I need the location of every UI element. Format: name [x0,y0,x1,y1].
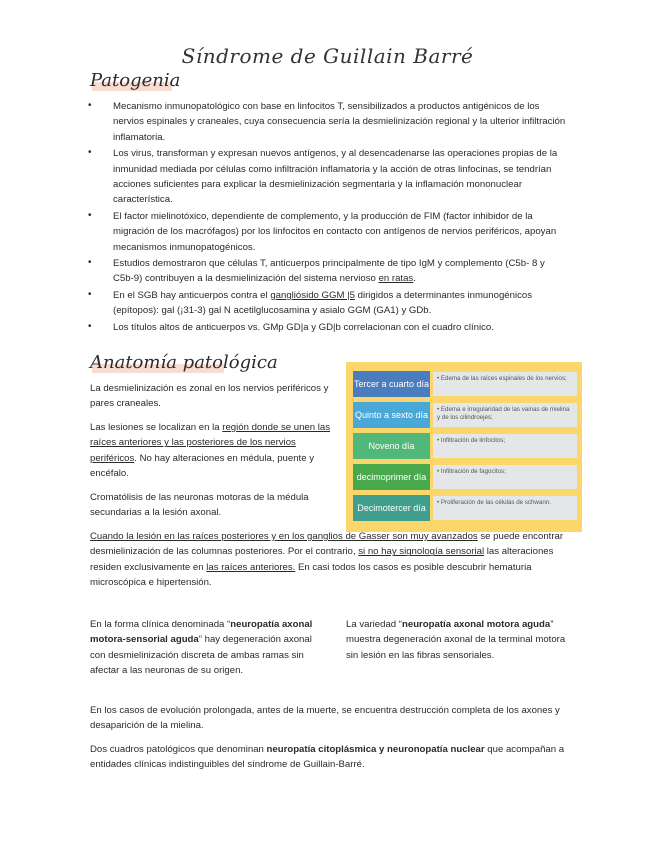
timeline-description: • Edema e irregularidad de las vainas de mielina y de los cilindroejes; [433,403,577,427]
pathogenesis-list [88,99,566,336]
list-item: • Mecanismo inmunopatológico con base en linfocitos T, sensibilizados a productos antigénicos de los nervios espinales y craneales, cuya consecuencia sería la desmielinización regional y la ulterior infiltración inflamatoria. [88,99,566,145]
timeline-day-label: Tercer a cuarto día [353,371,430,397]
timeline-description: • Infiltración de linfocitos; [433,434,577,458]
paragraph [90,617,320,679]
text: dirigidos a determinantes inmunogénicos (epítopos): gal (¡31-3) gal N acetilglucosamina y asialo GGM (GA1) y GDb. [113,289,533,317]
text: ” muestra degeneración axonal de la terminal motora sin lesión en las fibras sensoriales. [346,619,566,661]
bold-text: neuropatía axonal motora-sensorial aguda [90,619,313,646]
bold-text: neuropatía axonal motora aguda [402,619,551,630]
timeline-day-label: Quinto a sexto día [353,402,430,428]
text: Estudios demostraron que células T, anticuerpos principalmente de tipo IgM y complemento (C5b- 8 y C5b-9) contribuyen a la desmielinización del sistema nervioso [113,258,545,285]
underlined-text: Cuando la lesión en las raíces posteriores y en los ganglios de Gasser son muy avanzados [90,531,478,542]
underlined-text: las raíces anteriores. [206,561,296,573]
timeline-row [353,371,578,397]
section-heading-pathogenesis: Patogenia [90,70,181,91]
text: las alteraciones residen exclusivamente en [90,546,554,573]
list-item [88,288,566,319]
list-item: • Los títulos altos de anticuerpos vs. GMp GD|a y GD|b correlacionan con el cuadro clínico. [88,320,566,335]
list-item [88,256,566,287]
paragraph: Cromatólisis de las neuronas motoras de la médula secundarias a la lesión axonal. [90,492,309,519]
underlined-text: región donde se unen las raíces anteriores y las posteriores de los nervios periféricos [90,422,331,464]
timeline-day-label: Noveno día [353,433,430,459]
text: En casi todos los casos es posible descubrir hematuria microscópica e hipertensión. [90,561,532,589]
paragraph [346,617,571,663]
list-item: • El factor mielinotóxico, dependiente de complemento, y la producción de FIM (factor inhibidor de la migración de los macrófagos) por los linfocitos en contacto con antígenos de nervios periféricos, apoyan mecanismos inmunopatogénicos. [88,209,566,255]
paragraph: En los casos de evolución prolongada, antes de la muerte, se encuentra destrucción completa de los axones y desaparición de la mielina. [90,705,560,732]
timeline-row [353,433,578,459]
paragraph [90,742,570,773]
list-item: • Los virus, transforman y expresan nuevos antígenos, y al desencadenarse las operaciones propias de la inmunidad mediada por células como infiltración inflamatoria y la acción de otras linfocinas, se tendrían acciones suficientes para explicar la desmielinización segmentaria y la inflamación mononuclear característica. [88,146,566,208]
timeline-description: • Infiltración de fagocitos; [433,465,577,489]
timeline-day-label: Decimotercer día [353,495,430,521]
text: . No hay alteraciones en médula, puente y encéfalo. [90,452,314,480]
text: que acompañan a entidades clínicas indistinguibles del síndrome de Guillain-Barré. [90,744,565,771]
timeline-day-label: decimoprimer día [353,464,430,490]
timeline-description: • Edema de las raíces espinales de los nervios; [433,372,577,396]
page-title: Síndrome de Guillain Barré [181,44,474,68]
section-heading-anatomy: Anatomía patológica [90,352,278,373]
underlined-text: en ratas [378,273,414,285]
text: En la forma clínica denominada “ [90,619,231,630]
text: Dos cuadros patológicos que denominan [90,744,267,755]
paragraph [90,529,570,591]
underlined-text: gangliósido GGM |5 [270,289,355,301]
paragraph: La desmielinización es zonal en los nervios periféricos y pares craneales. [90,383,329,410]
timeline-row [353,402,578,428]
text: . [413,273,416,285]
underlined-text: si no hay signología sensorial [358,546,485,558]
timeline-panel [346,362,582,532]
timeline-row [353,464,578,490]
text: Las lesiones se localizan en la [90,422,223,433]
paragraph [90,420,340,482]
bold-text: neuropatía citoplásmica y neuronopatía nuclear [266,744,485,755]
text: se puede encontrar desmielinización de las columnas posteriores. Por el contrario, [90,531,564,558]
timeline-row [353,495,578,521]
text: ” hay degeneración axonal con desmielinización discreta de ambas ramas sin afectar a las neuronas de su origen. [90,634,312,677]
text: La variedad “ [346,619,402,630]
text: En el SGB hay anticuerpos contra el [113,289,271,301]
timeline-description: • Proliferación de las células de schwann. [433,496,577,520]
